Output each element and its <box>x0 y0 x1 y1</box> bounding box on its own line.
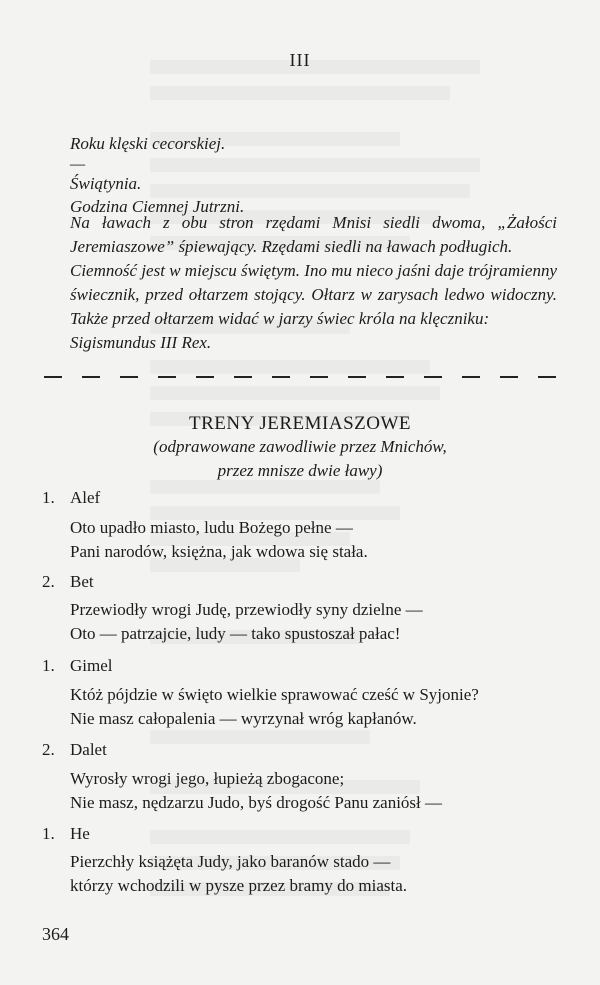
verse-line: Pierzchły książęta Judy, jako baranów stado — <box>70 852 391 871</box>
verse-line: Oto — patrzajcie, ludy — tako spustoszał pałac! <box>70 624 401 643</box>
verse-number: 1. <box>42 488 55 507</box>
verse-line: Nie masz, nędzarzu Judo, byś drogość Panu zaniósł — <box>70 793 443 812</box>
stage-direction-1: Na ławach z obu stron rzędami Mnisi siedli dwoma, „Żałości Jeremiaszowe” śpiewający. Rzędami siedli na ławach podługich. <box>70 213 557 256</box>
verse-letter: Alef <box>70 488 101 507</box>
verse-line: którzy wchodzili w pysze przez bramy do miasta. <box>70 876 408 895</box>
verse-heading <box>42 824 90 844</box>
verse-line: Oto upadło miasto, ludu Bożego pełne — <box>70 518 353 537</box>
verse-letter: He <box>70 824 90 843</box>
stage-direction-2: Ciemność jest w miejscu świętym. Ino mu nieco jaśni daje trójramienny świecznik, przed ołtarzem stojący. Ołtarz w zarysach ledwo widoczny. Także przed ołtarzem widać w jarzy świec króla na klęczniku: <box>70 261 557 328</box>
section-divider <box>44 372 556 382</box>
section-title: TRENY JEREMIASZOWE <box>188 413 412 434</box>
verse-number: 1. <box>42 656 55 675</box>
stage-time: Godzina Ciemnej Jutrzni. <box>70 197 245 216</box>
verse-heading <box>42 572 94 592</box>
stage-year: Roku klęski cecorskiej. <box>70 134 226 153</box>
verse-number: 2. <box>42 740 55 759</box>
verse-line: Pani narodów, księżna, jak wdowa się stała. <box>70 542 368 561</box>
verse-letter: Bet <box>70 572 94 591</box>
verse-line: Wyrosły wrogi jego, łupieżą zbogacone; <box>70 769 345 788</box>
verse-letter: Dalet <box>70 740 107 759</box>
stage-setting: Świątynia. <box>70 174 142 193</box>
verse-letter: Gimel <box>70 656 113 675</box>
verse-line: Nie masz całopalenia — wyrzynał wróg kapłanów. <box>70 709 417 728</box>
verse-text <box>70 683 570 731</box>
section-subtitle <box>0 435 600 483</box>
verse-text <box>70 516 570 564</box>
verse-text <box>70 598 570 646</box>
verse-heading <box>42 740 107 760</box>
page-number: 364 <box>42 924 69 944</box>
subtitle-line-1: (odprawowane zawodliwie przez Mnichów, <box>153 437 447 456</box>
verse-text <box>70 767 570 815</box>
subtitle-line-2: przez mnisze dwie ławy) <box>217 461 383 480</box>
stage-rex: Sigismundus III Rex. <box>70 333 212 352</box>
verse-text <box>70 850 570 898</box>
verse-heading <box>42 656 113 676</box>
verse-line: Któż pójdzie w święto wielkie sprawować cześć w Syjonie? <box>70 685 479 704</box>
stage-dash: — <box>70 154 86 173</box>
verse-heading <box>42 488 100 508</box>
verse-line: Przewiodły wrogi Judę, przewiodły syny dzielne — <box>70 600 423 619</box>
verse-number: 1. <box>42 824 55 843</box>
verse-number: 2. <box>42 572 55 591</box>
act-number: III <box>289 50 311 70</box>
